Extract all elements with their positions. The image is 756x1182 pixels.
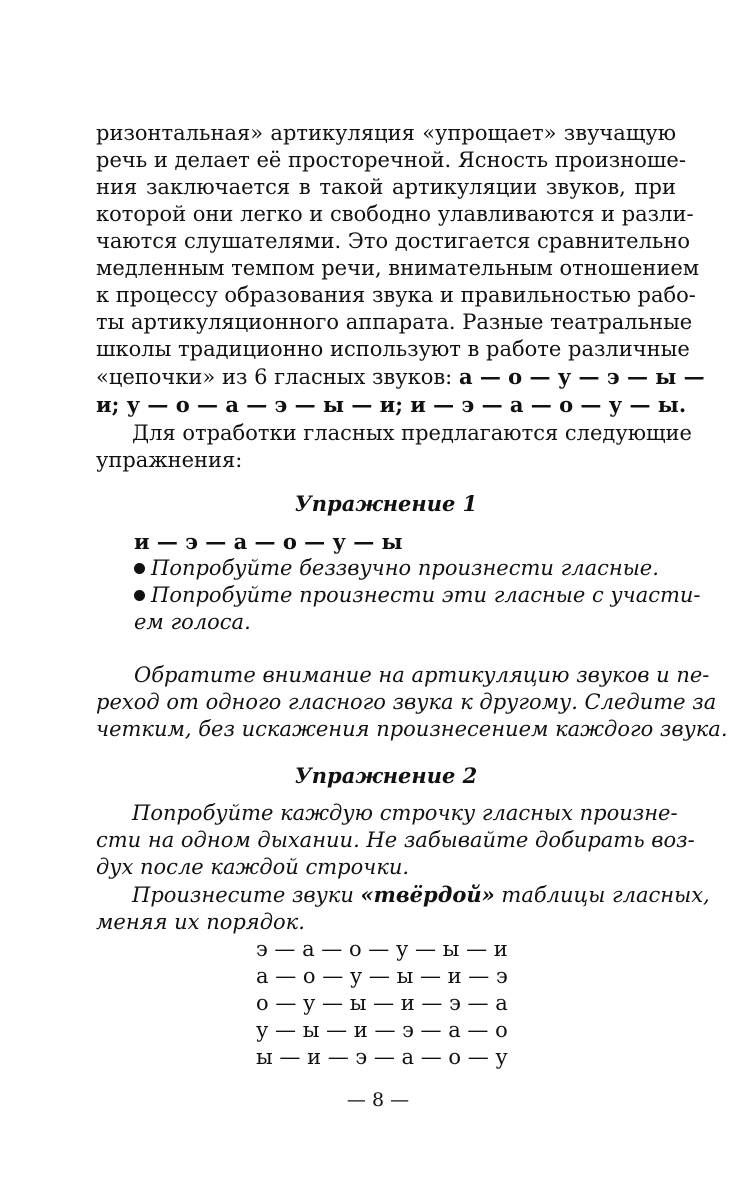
vowel-table-row: а — о — у — ы — и — э bbox=[256, 964, 508, 988]
exercise-2-title: Упражнение 2 bbox=[294, 763, 478, 788]
vowel-table-row: ы — и — э — а — о — у bbox=[256, 1045, 508, 1069]
text-line: сти на одном дыхании. Не забывайте добирать воз- bbox=[96, 828, 695, 852]
text-line: ты артикуляционного аппарата. Разные театральные bbox=[96, 310, 693, 334]
intro-paragraph bbox=[96, 120, 705, 418]
text-line: ризонтальная» артикуляция «упрощает» звучащую bbox=[96, 121, 676, 145]
page-number: — 8 — bbox=[346, 1089, 410, 1111]
text-line: медленным темпом речи, внимательным отношением bbox=[96, 256, 700, 280]
chain-intro-text: «цепочки» из 6 гласных звуков: bbox=[96, 365, 459, 389]
exercise-1-note bbox=[96, 662, 728, 743]
text-line: чаются слушателями. Это достигается сравнительно bbox=[96, 229, 691, 253]
text-line: четким, без искажения произнесением каждого звука. bbox=[96, 717, 728, 741]
vowel-chain-2: и; у — о — а — э — ы — и; и — э — а — о — у — ы. bbox=[96, 392, 687, 417]
vowel-table-row: у — ы — и — э — а — о bbox=[256, 1018, 508, 1042]
transition-paragraph bbox=[96, 420, 692, 474]
vowel-table bbox=[256, 936, 508, 1071]
text-line: Попробуйте каждую строчку гласных произне- bbox=[132, 801, 678, 825]
text-line: дух после каждой строчки. bbox=[96, 855, 410, 879]
bullet-item: Попробуйте произнести эти гласные с участи- bbox=[134, 582, 676, 609]
vowel-table-row: э — а — о — у — ы — и bbox=[256, 937, 508, 961]
text-line: упражнения: bbox=[96, 448, 243, 472]
text-line: меняя их порядок. bbox=[96, 910, 305, 934]
exercise-1-body bbox=[134, 528, 701, 636]
text-line: реход от одного гласного звука к другому. Следите за bbox=[96, 690, 717, 714]
vowel-chain-1: а — о — у — э — ы — bbox=[458, 364, 705, 389]
text-line: Для отработки гласных предлагаются следующие bbox=[132, 421, 692, 445]
bullet-icon bbox=[134, 563, 145, 574]
text-line bbox=[96, 363, 705, 391]
text-line: которой они легко и свободно улавливаются и разли- bbox=[96, 202, 694, 226]
text-line: Произнесите звуки «твёрдой» таблицы гласных, bbox=[132, 882, 710, 907]
text-line: ем голоса. bbox=[134, 610, 251, 634]
text-line: речь и делает её просторечной. Ясность произноше- bbox=[96, 148, 686, 172]
exercise-2-instructions bbox=[96, 800, 710, 936]
text-line: ния заключается в такой артикуляции звуков, при bbox=[96, 175, 676, 199]
bullet-item: Попробуйте беззвучно произнести гласные. bbox=[134, 555, 676, 582]
exercise-1-title: Упражнение 1 bbox=[294, 491, 478, 516]
vowel-sequence: и — э — а — о — у — ы bbox=[134, 529, 403, 554]
hard-table-term: «твёрдой» bbox=[360, 882, 495, 907]
bullet-icon bbox=[134, 590, 145, 601]
text-line: школы традиционно используют в работе различные bbox=[96, 337, 690, 361]
text-line: Обратите внимание на артикуляцию звуков и пе- bbox=[134, 663, 710, 687]
vowel-table-row: о — у — ы — и — э — а bbox=[256, 991, 508, 1015]
text-line: к процессу образования звука и правильностью рабо- bbox=[96, 283, 696, 307]
